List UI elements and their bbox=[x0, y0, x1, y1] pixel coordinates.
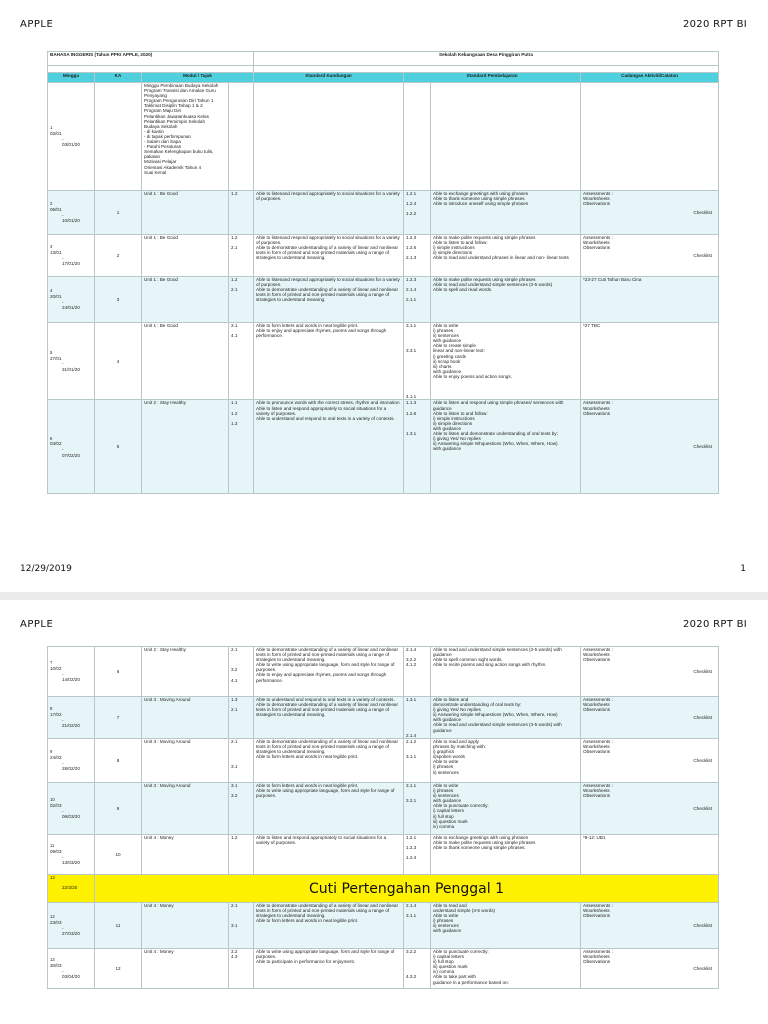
modul-cell: Unit 4 : Money bbox=[142, 835, 229, 875]
footer-page-number: 1 bbox=[740, 564, 746, 574]
week-date: - bbox=[62, 299, 64, 305]
sk-text-cell: Able to understand and respond to oral texts in a variety of contexts. Able to demonstrate understanding of a variety of linear and nonlinear texts in form of printed and non-printed materials using a range of strategies to understand meaning. bbox=[254, 697, 404, 739]
catatan-cell: *23-27 Cuti Tahun Baru Cina bbox=[581, 277, 719, 323]
ka-cell: 3 bbox=[95, 277, 142, 323]
sk-text-cell: Able to demonstrate understanding of a variety of linear and nonlinear texts in form of printed and non-printed materials using a range of strategies to understand meaning. Able to form letters and words in neat legible print. bbox=[254, 903, 404, 949]
week-date: - bbox=[62, 925, 64, 931]
ka-cell: 1 bbox=[95, 191, 142, 235]
week-cell bbox=[48, 323, 95, 400]
modul-cell: Minggu Pembinaan Budaya Sekolah Program Transisi dan Amalan Guru Penyayang Program Pengurusan Diri Tahun 1 Taklimat Disiplin Tahap 1 & 2 Program Maju Diri Pelantikan Jawatankuasa Kelas Pelantikan Pemimpin Sekolah Budaya Sekolah - di kantin - di tapak perhimpunan - Salam dan Sapa - Patuhi Peraturan Semakan Kelengkapan buku tulis, pakaian Motivasi Pelajar Orientasi Akademik Tahun 4 Suai Kenal bbox=[142, 83, 229, 191]
week-date: 30/03 bbox=[50, 962, 62, 968]
col-header-catatan: Cadangan Aktiviti/Catatan bbox=[581, 73, 719, 83]
table-row bbox=[48, 903, 719, 949]
sk-text-cell: Able to form letters and words in neat legible print. Able to write using appropriate language, form and style for range of purposes. bbox=[254, 783, 404, 835]
sk-number-cell: 3.2 4.3 bbox=[229, 949, 254, 989]
sk-number-cell bbox=[229, 83, 254, 191]
sk-text-cell: Able to form letters and words in neat legible print. Able to enjoy and appreciate rhymes, poems and songs through performance. bbox=[254, 323, 404, 400]
week-date: 24/01/20 bbox=[62, 305, 80, 311]
week-cell bbox=[48, 235, 95, 277]
catatan-cell: Assessments : Woorksheets Observations Checklist bbox=[581, 400, 719, 494]
modul-cell: Unit 4 : Money bbox=[142, 903, 229, 949]
document-title: BAHASA INGGERIS (Tahun PPKI APPLE, 2020) bbox=[48, 52, 254, 66]
week-cell bbox=[48, 400, 95, 494]
ka-cell: 5 bbox=[95, 400, 142, 494]
sp-number-cell: 1.2.3 1.2.6 2.1.3 bbox=[404, 235, 431, 277]
sp-text-cell: Able to punctuate correctly: i) capital letters ii) full stop iii) question mark iv) comma Able to take part with guidance in a performance based on: bbox=[431, 949, 581, 989]
week-date: 03/02 bbox=[50, 441, 62, 447]
week-date: 10/01/20 bbox=[62, 218, 80, 224]
modul-cell: Unit 2 : Stay Healthy bbox=[142, 647, 229, 697]
catatan-cell: Assessments : Woorksheets Observations Checklist bbox=[581, 191, 719, 235]
checklist-label: Checklist bbox=[693, 443, 713, 449]
week-cell bbox=[48, 835, 95, 875]
modul-cell: Unit 4 : Money bbox=[142, 949, 229, 989]
week-date: - bbox=[62, 854, 64, 860]
week-number: 4 bbox=[50, 288, 53, 294]
modul-cell: Unit 3 : Moving Around bbox=[142, 783, 229, 835]
checklist-label: Checklist bbox=[693, 252, 713, 258]
week-cell bbox=[48, 903, 95, 949]
week-number: 2 bbox=[50, 201, 53, 207]
week-number: 12 bbox=[50, 914, 55, 920]
sk-text-cell: Able to demonstrate understanding of a variety of linear and nonlinear texts in form of printed and non-printed materials using a range of strategies to understand meaning. Able to write using appropriate language, form and style for range of purposes. Able to enjoy and appreciate rhymes, poems and songs through performance. bbox=[254, 647, 404, 697]
week-date: - bbox=[62, 212, 64, 218]
sk-text-cell: Able to write using appropriate language, form and style for range of purposes. Able to participate in performance for enjoyment. bbox=[254, 949, 404, 989]
sk-number-cell: 2.1 3.1 bbox=[229, 903, 254, 949]
table-row bbox=[48, 235, 719, 277]
week-cell bbox=[48, 277, 95, 323]
ka-cell: 2 bbox=[95, 235, 142, 277]
sp-number-cell: 3.1.1 3.2.1 bbox=[404, 783, 431, 835]
sk-number-cell: 1.2 bbox=[229, 835, 254, 875]
ka-cell: 8 bbox=[95, 739, 142, 783]
sp-number-cell bbox=[404, 83, 431, 191]
week-date: 06/01 bbox=[50, 206, 62, 212]
modul-cell: Unit 1 : Be Good bbox=[142, 277, 229, 323]
sp-number-cell: 2.1.2 3.1.1 bbox=[404, 739, 431, 783]
sk-text-cell bbox=[254, 83, 404, 191]
ka-cell: 11 bbox=[95, 903, 142, 949]
sp-text-cell: Able to write i) phrases ii) sentences with guidance Able to punctuate correctly: i) capital letters ii) full stop iii) question mark iv) comma bbox=[431, 783, 581, 835]
checklist-label: Checklist bbox=[693, 805, 712, 811]
sp-text-cell: Able to read and understand simple (3-5 words) Able to write i) phrases ii) sentences with guidance bbox=[431, 903, 581, 949]
sp-text-cell: Able to read and understand simple sentences (3-5 words) with guidance Able to spell common sight words. Able to recite poems and sing action songs with rhythm. bbox=[431, 647, 581, 697]
table-row bbox=[48, 277, 719, 323]
col-header-ka: KA bbox=[95, 73, 142, 83]
week-date: - bbox=[62, 760, 64, 766]
sp-text-cell: Able to listen and demonstrate understanding of oral texts by: i) giving Yes/ No replies ii) Answering simple Whquestions (Who, When, Where, How) with guidance Able to read and understand simple sentences (3-5 words) with guidance bbox=[431, 697, 581, 739]
week-date: 24/02 bbox=[50, 754, 62, 760]
week-date: 09/03 bbox=[50, 848, 62, 854]
footer-date: 12/29/2019 bbox=[20, 564, 72, 574]
table-row bbox=[48, 739, 719, 783]
sk-number-cell: 3.1 3.2 bbox=[229, 783, 254, 835]
table-row bbox=[48, 83, 719, 191]
ka-cell: 6 bbox=[95, 647, 142, 697]
week-date: 13/01 bbox=[50, 249, 62, 255]
sk-number-cell: 1.3 2.1 bbox=[229, 697, 254, 739]
sk-number-cell: 1.2 bbox=[229, 191, 254, 235]
week-number: 1 bbox=[50, 125, 53, 131]
lesson-plan-table-page-2 bbox=[47, 646, 719, 989]
week-number: 11 bbox=[50, 843, 55, 849]
column-headers bbox=[48, 73, 719, 83]
week-date: 13/03/20 bbox=[62, 860, 80, 866]
sp-text-cell: Able to read and apply phrases by matching with: i) graphics ii)spoken words Able to write i) phrases ii) sentences bbox=[431, 739, 581, 783]
col-header-modul: Modul / Tajuk bbox=[142, 73, 254, 83]
catatan-cell: Assessments : Woorksheets Observations Checklist bbox=[581, 739, 719, 783]
week-date: 17/01/20 bbox=[62, 261, 80, 267]
sk-number-cell: 1.1 1.2 1.3 bbox=[229, 400, 254, 494]
header-right: 2020 RPT BI bbox=[682, 19, 747, 30]
ka-cell: 10 bbox=[95, 835, 142, 875]
sp-text-cell: Able to write i) phrases ii) sentences with guidance Able to create simple linear and non-linear text: i) greeting cards ii) scrap book iii) charts with guidance Able to enjoy poems and action songs. bbox=[431, 323, 581, 400]
week-date: 20/01 bbox=[50, 293, 62, 299]
week-date: - bbox=[62, 446, 64, 452]
sp-number-cell: 1.1.3 1.2.6 1.3.1 bbox=[404, 400, 431, 494]
sp-text-cell bbox=[431, 83, 581, 191]
col-header-sk: Standard Kandungan bbox=[254, 73, 404, 83]
sk-text-cell: Able to pronounce words with the correct stress, rhythm and intonation Able to listen and respond appropriately to social situations for a variety of purposes. Able to understand and respond to oral texts in a variety of contexts. bbox=[254, 400, 404, 494]
week-cell bbox=[48, 191, 95, 235]
ka-cell: 9 bbox=[95, 783, 142, 835]
table-row bbox=[48, 697, 719, 739]
checklist-label: Checklist bbox=[693, 922, 712, 928]
week-date: - bbox=[62, 808, 64, 814]
modul-cell: Unit 1 : Be Good bbox=[142, 235, 229, 277]
week-date: 03/04/20 bbox=[62, 974, 80, 980]
catatan-cell: Assessments : Woorksheets Observations Checklist bbox=[581, 697, 719, 739]
week-date: 31/01/20 bbox=[62, 366, 80, 372]
sk-text-cell: Able to listenand respond appropriately to social situations for a variety of purposes. bbox=[254, 191, 404, 235]
banner-text: Cuti Pertengahan Penggal 1 bbox=[95, 875, 719, 903]
ka-cell bbox=[95, 83, 142, 191]
week-date: - bbox=[62, 717, 64, 723]
modul-cell: Unit 1 : Be Good bbox=[142, 191, 229, 235]
sk-number-cell: 1.2 2.1 bbox=[229, 277, 254, 323]
sp-number-cell: 2.1.4 3.1.1 bbox=[404, 903, 431, 949]
table-row bbox=[48, 323, 719, 400]
checklist-label: Checklist bbox=[693, 965, 712, 971]
table-row bbox=[48, 191, 719, 235]
sk-number-cell: 3.1 4.1 bbox=[229, 323, 254, 400]
sk-text-cell: Able to listen and respond appropriately to social situations for a variety of purposes. bbox=[254, 835, 404, 875]
week-date: 23/03 bbox=[50, 919, 62, 925]
sp-text-cell: Able to exchange greetings with using phrases Able to thank someone using simple phrases. Able to introduce oneself using simple phrases bbox=[431, 191, 581, 235]
week-date: 27/03/20 bbox=[62, 931, 80, 937]
sk-number-cell: 1.2 2.1 bbox=[229, 235, 254, 277]
catatan-cell: Assessments : Woorksheets Observations Checklist bbox=[581, 647, 719, 697]
week-date: - bbox=[62, 671, 64, 677]
week-date: 02/01 bbox=[50, 130, 62, 136]
week-date: 10/02 bbox=[50, 665, 62, 671]
ka-cell: 4 bbox=[95, 323, 142, 400]
week-cell bbox=[48, 83, 95, 191]
catatan-cell: Assessments : Woorksheets Observations Checklist bbox=[581, 235, 719, 277]
week-date: 02/03 bbox=[50, 802, 62, 808]
sp-number-cell: 3.2.2 4.3.2 bbox=[404, 949, 431, 989]
week-date: - bbox=[62, 136, 64, 142]
week-number: 9 bbox=[50, 749, 53, 755]
banner-week-number: 13 bbox=[50, 875, 55, 880]
header-left: APPLE bbox=[20, 619, 54, 630]
modul-cell: Unit 1 : Be Good bbox=[142, 323, 229, 400]
catatan-cell: Assessments : Woorksheets Observations Checklist bbox=[581, 903, 719, 949]
sp-number-cell: 1.3.1 2.1.4 bbox=[404, 697, 431, 739]
sp-number-cell: 2.1.4 3.2.2 4.1.2 bbox=[404, 647, 431, 697]
week-date: 06/03/20 bbox=[62, 814, 80, 820]
header-left: APPLE bbox=[20, 19, 54, 30]
week-date: - bbox=[62, 968, 64, 974]
sp-number-cell: 1.2.1 1.2.3 1.2.4 bbox=[404, 835, 431, 875]
week-cell bbox=[48, 949, 95, 989]
school-name: Sekolah Kebangsaan Desa Pinggiran Putra bbox=[254, 52, 719, 66]
checklist-label: Checklist bbox=[693, 668, 712, 674]
week-number: 10 bbox=[50, 797, 55, 803]
sp-number-cell: 3.1.1 3.3.1 4.1.1 bbox=[404, 323, 431, 400]
ka-cell: 12 bbox=[95, 949, 142, 989]
checklist-label: Checklist bbox=[693, 209, 713, 215]
week-date: - bbox=[62, 361, 64, 367]
week-cell bbox=[48, 783, 95, 835]
sp-text-cell: Able to exchange greetings with using phrases Able to make polite requests using simple phrases Able to thank someone using simple phrases. bbox=[431, 835, 581, 875]
week-date: 27/01 bbox=[50, 355, 62, 361]
header-right: 2020 RPT BI bbox=[682, 619, 747, 630]
week-date: 07/02/20 bbox=[62, 452, 80, 458]
sk-text-cell: Able to listenand respond appropriately to social situations for a variety of purposes. Able to demonstrate understanding of a variety of linear and nonlinear texts in form of printed and non-printed materials using a range of strategies to understand meaning. bbox=[254, 235, 404, 277]
sp-text-cell: Able to listen and respond using simple phrases/ sentences with guidance Able to listen to and follow: i) simple instructions ii) simple directions with guidance Able to listen and demonstrate understanding of oral texts by: i) giving Yes/ No replies ii) Answering simple Whquestions (Who, When, Where, How) with guidance bbox=[431, 400, 581, 494]
banner-week-cell bbox=[48, 875, 95, 903]
week-date: 28/02/20 bbox=[62, 766, 80, 772]
catatan-cell: Assessments : Woorksheets Observations Checklist bbox=[581, 949, 719, 989]
modul-cell: Unit 2 : Stay Healthy bbox=[142, 400, 229, 494]
col-header-minggu: Minggu bbox=[48, 73, 95, 83]
banner-week-date: 22/3/20 bbox=[62, 885, 78, 890]
sk-number-cell: 2.1 3.2 4.1 bbox=[229, 647, 254, 697]
week-date: 14/02/20 bbox=[62, 677, 80, 683]
col-header-sp: Standard Pembelajaran bbox=[404, 73, 581, 83]
catatan-cell: *9-12: UB1 bbox=[581, 835, 719, 875]
week-number: 8 bbox=[50, 706, 53, 712]
week-number: 13 bbox=[50, 957, 55, 963]
week-cell bbox=[48, 739, 95, 783]
week-date: 03/01/20 bbox=[62, 142, 80, 148]
table-row bbox=[48, 835, 719, 875]
checklist-label: Checklist bbox=[693, 714, 712, 720]
modul-cell: Unit 3 : Moving Around bbox=[142, 739, 229, 783]
lesson-plan-table-page-1 bbox=[47, 51, 719, 494]
table-row bbox=[48, 783, 719, 835]
week-number: 7 bbox=[50, 660, 53, 666]
week-number: 5 bbox=[50, 350, 53, 356]
week-number: 6 bbox=[50, 435, 53, 441]
mid-term-break-banner bbox=[48, 875, 719, 903]
table-row bbox=[48, 400, 719, 494]
week-date: - bbox=[62, 255, 64, 261]
catatan-cell: *27 TBC bbox=[581, 323, 719, 400]
week-cell bbox=[48, 697, 95, 739]
sk-number-cell: 2.1 3.1 bbox=[229, 739, 254, 783]
table-row bbox=[48, 647, 719, 697]
table-row bbox=[48, 949, 719, 989]
sp-number-cell: 1.2.1 1.2.4 1.2.2 bbox=[404, 191, 431, 235]
week-date: 17/02 bbox=[50, 711, 62, 717]
sk-text-cell: Able to listenand respond appropriately to social situations for a variety of purposes. Able to demonstrate understanding of a variety of linear and nonlinear texts in form of printed and non-printed materials using a range of strategies to understand meaning. bbox=[254, 277, 404, 323]
sp-text-cell: Able to make polite requests using simple phrases Able to listen to and follow: i) simple instructions ii) simple directions Able to read and understand phrases in linear and non- linear texts bbox=[431, 235, 581, 277]
ka-cell: 7 bbox=[95, 697, 142, 739]
week-date: 21/02/20 bbox=[62, 723, 80, 729]
checklist-label: Checklist bbox=[693, 757, 712, 763]
modul-cell: Unit 3 : Moving Around bbox=[142, 697, 229, 739]
week-cell bbox=[48, 647, 95, 697]
sk-text-cell: Able to demonstrate understanding of a variety of linear and nonlinear texts in form of printed and non-printed materials using a range of strategies to understand meaning. Able to form letters and words in neat legible print. bbox=[254, 739, 404, 783]
catatan-cell bbox=[581, 83, 719, 191]
catatan-cell: Assessments : Woorksheets Observations Checklist bbox=[581, 783, 719, 835]
sp-number-cell: 1.2.3 2.1.4 2.1.1 bbox=[404, 277, 431, 323]
week-number: 3 bbox=[50, 244, 53, 250]
sp-text-cell: Able to make polite requests using simple phrases Able to read and understand simple sentences (3-5 words) Able to spell and read words. bbox=[431, 277, 581, 323]
